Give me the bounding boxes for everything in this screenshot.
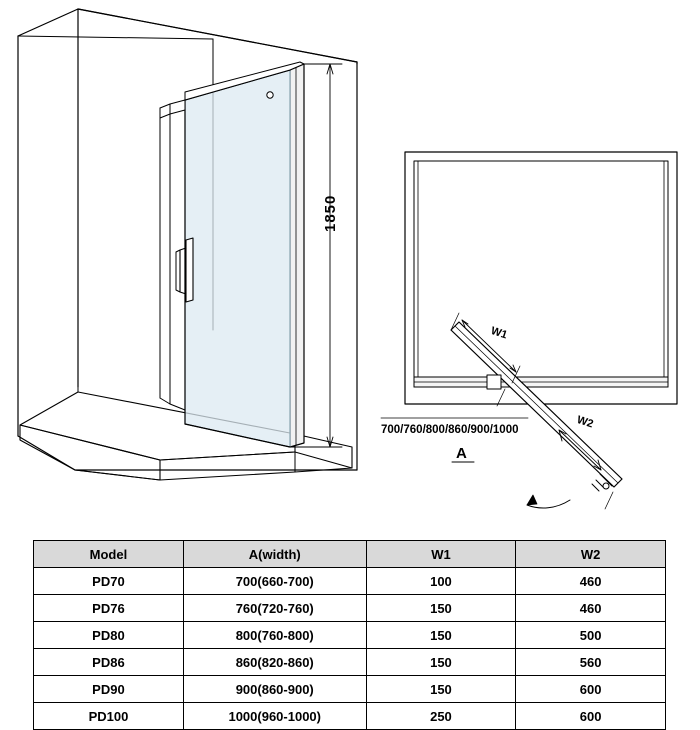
spec-table-wrapper	[33, 540, 666, 730]
cell-w2: 460	[516, 568, 666, 595]
cell-awidth: 900(860-900)	[183, 676, 366, 703]
cell-model: PD76	[34, 595, 184, 622]
cell-w2: 600	[516, 676, 666, 703]
cell-model: PD80	[34, 622, 184, 649]
plan-view	[405, 152, 677, 404]
plan-width-range-label: 700/760/800/860/900/1000	[381, 424, 519, 436]
table-row	[34, 595, 666, 622]
w2-label: W2	[575, 414, 595, 431]
col-header-w2: W2	[516, 541, 666, 568]
cell-w2: 560	[516, 649, 666, 676]
cell-w1: 100	[366, 568, 516, 595]
cell-w2: 600	[516, 703, 666, 730]
cell-awidth: 800(760-800)	[183, 622, 366, 649]
cell-w1: 150	[366, 595, 516, 622]
table-row	[34, 649, 666, 676]
cell-w2: 460	[516, 595, 666, 622]
cell-w2: 500	[516, 622, 666, 649]
cell-awidth: 860(820-860)	[183, 649, 366, 676]
detail-a-label: A	[456, 445, 467, 462]
cell-w1: 150	[366, 676, 516, 703]
col-header-w1: W1	[366, 541, 516, 568]
cell-awidth: 760(720-760)	[183, 595, 366, 622]
table-row	[34, 568, 666, 595]
cell-model: PD86	[34, 649, 184, 676]
w1-label: W1	[489, 325, 509, 342]
cell-w1: 150	[366, 649, 516, 676]
cell-w1: 250	[366, 703, 516, 730]
col-header-awidth: A(width)	[183, 541, 366, 568]
cell-model: PD70	[34, 568, 184, 595]
table-row	[34, 622, 666, 649]
swing-arrow	[527, 495, 570, 508]
spec-table	[33, 540, 666, 730]
cell-awidth: 700(660-700)	[183, 568, 366, 595]
cell-model: PD100	[34, 703, 184, 730]
glass-door-panel	[160, 62, 304, 447]
cell-awidth: 1000(960-1000)	[183, 703, 366, 730]
col-header-model: Model	[34, 541, 184, 568]
door-frame	[290, 64, 304, 447]
height-dimension-label: 1850	[322, 194, 339, 232]
cell-model: PD90	[34, 676, 184, 703]
table-row	[34, 676, 666, 703]
table-body	[34, 568, 666, 730]
w2-dimension	[497, 389, 613, 509]
table-header-row	[34, 541, 666, 568]
cell-w1: 150	[366, 622, 516, 649]
